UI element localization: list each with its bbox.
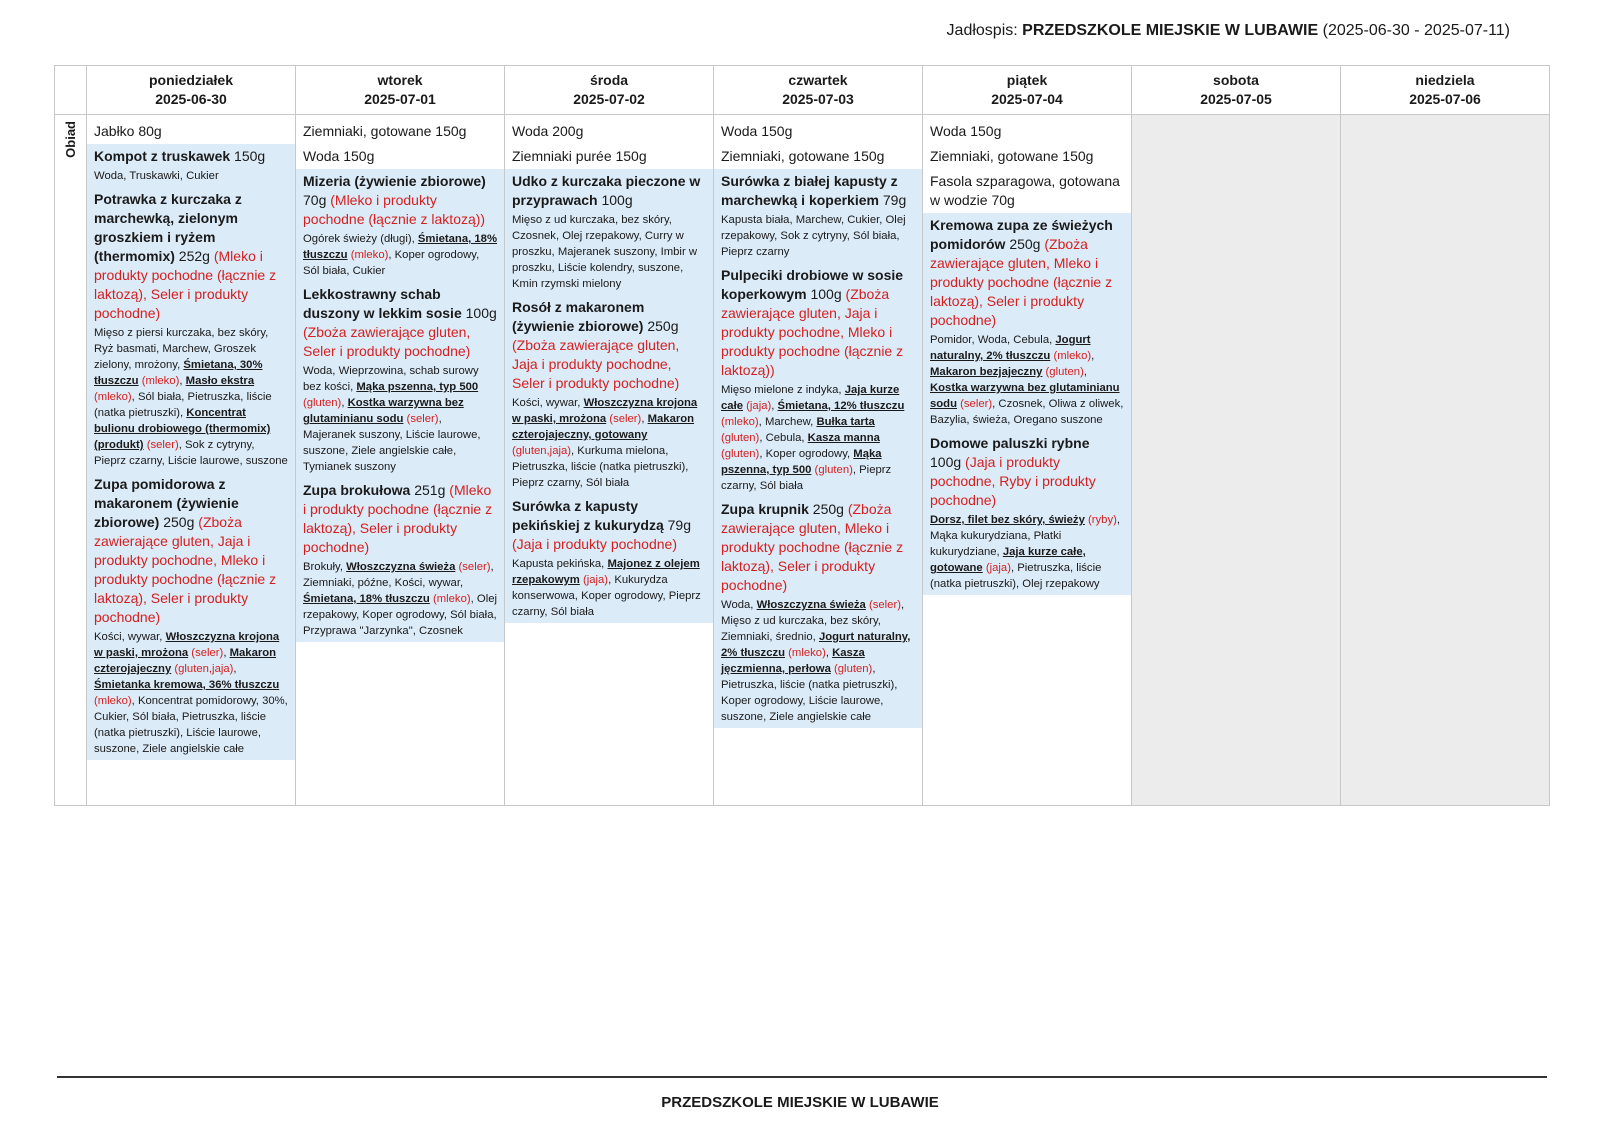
ingredient-allergen-name: Makaron czterojajeczny, gotowany xyxy=(512,413,695,441)
menu-item xyxy=(296,282,504,478)
ingredient-text: , Marchew, xyxy=(758,416,817,428)
ingredient-list xyxy=(512,556,706,620)
menu-item xyxy=(923,431,1131,595)
ingredient-allergen-tag: (jaja) xyxy=(982,562,1011,574)
meal-label-cell xyxy=(55,115,87,806)
ingredient-allergen-tag: (gluten) xyxy=(830,663,873,675)
dish-allergens: (Jaja i produkty pochodne, Ryby i produkty pochodne) xyxy=(930,454,1096,508)
ingredient-text: Mięso z ud kurczaka, bez skóry, Czosnek, Olej rzepakowy, Curry w proszku, Majeranek suszony, Imbir w proszku, Liście kolendry, suszone, Kmin rzymski mielony xyxy=(512,214,697,290)
day-name: środa xyxy=(589,72,629,88)
dish-portion: 100g xyxy=(461,305,497,321)
ingredient-list xyxy=(94,168,288,184)
ingredient-text: , xyxy=(771,400,778,412)
menu-item xyxy=(714,497,922,728)
ingredient-allergen-tag: (seler) xyxy=(143,439,179,451)
menu-item xyxy=(714,169,922,263)
menu-item xyxy=(296,169,504,282)
dish-allergens: (Zboża zawierające gluten, Jaja i produkty pochodne, Mleko i produkty pochodne (łącznie z laktozą), Seler i produkty pochodne) xyxy=(94,514,277,625)
title-prefix: Jadłospis: xyxy=(946,22,1018,39)
title-school: PRZEDSZKOLE MIEJSKIE W LUBAWIE xyxy=(1022,22,1319,39)
menu-item xyxy=(296,119,504,144)
dish-name: Woda 150g xyxy=(303,148,375,164)
ingredient-text: , Pieprz czarny, Sól biała xyxy=(721,464,892,492)
menu-item xyxy=(296,478,504,642)
dish-name: Ziemniaki, gotowane 150g xyxy=(721,148,885,164)
day-date: 2025-07-03 xyxy=(782,91,854,107)
ingredient-allergen-name: Dorsz, filet bez skóry, świeży xyxy=(930,514,1085,526)
menu-item xyxy=(923,144,1131,169)
dish-name: Zupa brokułowa xyxy=(303,482,411,498)
day-header xyxy=(1341,66,1550,115)
dish-allergens: (Zboża zawierające gluten, Mleko i produkty pochodne (łącznie z laktozą), Seler i produkty pochodne) xyxy=(930,236,1113,328)
ingredient-text: , Pietruszka, liście (natka pietruszki), Olej rzepakowy xyxy=(930,562,1102,590)
ingredient-text: , Ziemniaki, późne, Kości, wywar, xyxy=(303,561,494,589)
ingredient-allergen-tag: (seler) xyxy=(606,413,642,425)
ingredient-text: , xyxy=(223,647,230,659)
ingredient-text: , Kurkuma mielona, Pietruszka, liście (natka pietruszki), Pieprz czarny, Sól biała xyxy=(512,445,689,489)
ingredient-list xyxy=(721,382,915,494)
ingredient-allergen-tag: (mleko) xyxy=(347,249,389,261)
dish-name: Kremowa zupa ze świeżych pomidorów xyxy=(930,217,1113,252)
dish-name: Fasola szparagowa, gotowana w wodzie 70g xyxy=(930,173,1120,208)
dish-name: Zupa krupnik xyxy=(721,501,809,517)
ingredient-text: , Majeranek suszony, Liście laurowe, suszone, Ziele angielskie całe, Tymianek suszony xyxy=(303,413,481,473)
meal-label: Obiad xyxy=(63,121,78,158)
dish-allergens: (Zboża zawierające gluten, Mleko i produkty pochodne (łącznie z laktozą), Seler i produkty pochodne) xyxy=(721,501,904,593)
day-header xyxy=(87,66,296,115)
day-header xyxy=(296,66,505,115)
menu-item xyxy=(923,119,1131,144)
ingredient-text: , Sok z cytryny, Pieprz czarny, Liście laurowe, suszone xyxy=(94,439,288,467)
dish-portion: 252g xyxy=(174,248,210,264)
dish-portion: 150g xyxy=(230,148,266,164)
day-cell xyxy=(87,115,296,806)
ingredient-text: , Mięso z ud kurczaka, bez skóry, Ziemniaki, średnio, xyxy=(721,599,905,643)
menu-item-list xyxy=(923,115,1131,595)
dish-name: Lekkostrawny schab duszony w lekkim sosie xyxy=(303,286,462,321)
ingredient-allergen-tag: (mleko) xyxy=(785,647,826,659)
footer-divider xyxy=(57,1076,1547,1078)
menu-item-list xyxy=(714,115,922,728)
ingredient-allergen-name: Śmietana, 18% tłuszczu xyxy=(303,233,498,261)
ingredient-allergen-tag: (mleko) xyxy=(721,416,759,428)
ingredient-text: , Mąka kukurydziana, Płatki kukurydziane, xyxy=(930,514,1121,558)
dish-portion: 79g xyxy=(663,517,691,533)
ingredient-allergen-tag: (gluten) xyxy=(721,432,760,444)
dish-name: Potrawka z kurczaka z marchewką, zielonym groszkiem i ryżem (thermomix) xyxy=(94,191,242,264)
dish-name: Kompot z truskawek xyxy=(94,148,231,164)
dish-portion: 79g xyxy=(878,192,907,208)
ingredient-text: , Koper ogrodowy, Sól biała, Cukier xyxy=(303,249,480,277)
day-cell xyxy=(714,115,923,806)
dish-name: Jabłko 80g xyxy=(94,123,162,139)
menu-item xyxy=(87,119,295,144)
ingredient-list xyxy=(94,325,288,469)
ingredient-allergen-tag: (jaja) xyxy=(743,400,772,412)
dish-name: Zupa pomidorowa z makaronem (żywienie zbiorowe) xyxy=(94,476,239,530)
day-name: niedziela xyxy=(1415,72,1475,88)
day-header xyxy=(505,66,714,115)
ingredient-allergen-name: Śmietanka kremowa, 36% tłuszczu xyxy=(94,679,280,691)
dish-portion: 250g xyxy=(159,514,195,530)
menu-item xyxy=(505,119,713,144)
ingredient-text: Kapusta pekińska, xyxy=(512,558,608,570)
menu-item xyxy=(923,213,1131,431)
menu-item-list xyxy=(505,115,713,623)
ingredient-allergen-name: Jogurt naturalny, 2% tłuszczu xyxy=(721,631,911,659)
ingredient-allergen-tag: (gluten) xyxy=(721,448,760,460)
dish-allergens: (Zboża zawierające gluten, Jaja i produkty pochodne, Mleko i produkty pochodne (łącznie z laktozą)) xyxy=(721,286,904,378)
menu-item xyxy=(87,144,295,187)
day-header-row xyxy=(55,66,1550,115)
ingredient-text: , Kukurydza konserwowa, Koper ogrodowy, Pieprz czarny, Sól biała xyxy=(512,574,701,618)
day-name: poniedziałek xyxy=(148,72,234,88)
dish-name: Pulpeciki drobiowe w sosie koperkowym xyxy=(721,267,904,302)
day-name: wtorek xyxy=(377,72,423,88)
ingredient-text: , xyxy=(341,397,348,409)
ingredient-allergen-tag: (gluten) xyxy=(1042,366,1084,378)
ingredient-allergen-tag: (mleko) xyxy=(1050,350,1092,362)
ingredient-allergen-tag: (gluten) xyxy=(303,397,342,409)
ingredient-list xyxy=(512,395,706,491)
dish-portion: 251g xyxy=(410,482,446,498)
ingredient-allergen-name: Kostka warzywna bez glutaminianu sodu xyxy=(303,397,464,425)
ingredient-allergen-tag: (gluten,jaja) xyxy=(512,445,572,457)
ingredient-allergen-name: Śmietana, 18% tłuszczu xyxy=(303,593,430,605)
ingredient-text: Kości, wywar, xyxy=(512,397,584,409)
ingredient-text: , Sól biała, Pietruszka, liście (natka pietruszki), xyxy=(94,391,272,419)
dish-name: Mizeria (żywienie zbiorowe) xyxy=(303,173,486,189)
dish-portion: 250g xyxy=(808,501,844,517)
ingredient-allergen-name: Mąka pszenna, typ 500 xyxy=(721,448,882,476)
menu-item xyxy=(714,144,922,169)
ingredient-allergen-name: Włoszczyzna krojona w paski, mrożona xyxy=(512,397,698,425)
ingredient-allergen-name: Mąka pszenna, typ 500 xyxy=(356,381,479,393)
ingredient-allergen-name: Kostka warzywna bez glutaminianu sodu xyxy=(930,382,1120,410)
ingredient-text: , xyxy=(233,663,237,675)
meal-row-obiad xyxy=(55,115,1550,806)
menu-item xyxy=(505,169,713,295)
day-date: 2025-07-04 xyxy=(991,91,1063,107)
ingredient-allergen-tag: (ryby) xyxy=(1084,514,1117,526)
day-cell xyxy=(1341,115,1550,806)
dish-allergens: (Jaja i produkty pochodne) xyxy=(512,536,677,552)
dish-allergens: (Mleko i produkty pochodne (łącznie z laktozą), Seler i produkty pochodne) xyxy=(94,248,277,321)
day-header xyxy=(1132,66,1341,115)
dish-name: Woda 200g xyxy=(512,123,584,139)
ingredient-text: , Olej rzepakowy, Koper ogrodowy, Sól biała, Przyprawa "Jarzynka", Czosnek xyxy=(303,593,497,637)
ingredient-allergen-tag: (seler) xyxy=(865,599,901,611)
ingredient-text: Kapusta biała, Marchew, Cukier, Olej rzepakowy, Sok z cytryny, Sól biała, Pieprz czarny xyxy=(721,214,906,258)
menu-item-list xyxy=(296,115,504,642)
ingredient-allergen-name: Jaja kurze całe, gotowane xyxy=(930,546,1086,574)
day-name: czwartek xyxy=(788,72,848,88)
ingredient-allergen-name: Śmietana, 30% tłuszczu xyxy=(94,359,263,387)
ingredient-text: Woda, Wieprzowina, schab surowy bez kości, xyxy=(303,365,479,393)
ingredient-text: , xyxy=(1083,366,1087,378)
day-date: 2025-07-05 xyxy=(1200,91,1272,107)
menu-item xyxy=(505,494,713,623)
ingredient-list xyxy=(930,512,1124,592)
dish-name: Woda 150g xyxy=(721,123,793,139)
dish-portion: 100g xyxy=(806,286,842,302)
ingredient-allergen-tag: (seler) xyxy=(403,413,439,425)
ingredient-text: Pomidor, Woda, Cebula, xyxy=(930,334,1056,346)
ingredient-allergen-name: Włoszczyzna krojona w paski, mrożona xyxy=(94,631,280,659)
menu-item xyxy=(505,295,713,494)
dish-portion: 70g xyxy=(303,192,327,208)
day-date: 2025-07-06 xyxy=(1409,91,1481,107)
ingredient-text: Brokuły, xyxy=(303,561,347,573)
ingredient-list xyxy=(303,559,497,639)
ingredient-text: , xyxy=(179,375,186,387)
ingredient-allergen-name: Śmietana, 12% tłuszczu xyxy=(777,400,905,412)
ingredient-allergen-tag: (seler) xyxy=(188,647,224,659)
dish-portion: 250g xyxy=(643,318,679,334)
ingredient-allergen-name: Kasza manna xyxy=(807,432,880,444)
menu-item xyxy=(296,144,504,169)
ingredient-list xyxy=(721,212,915,260)
footer-school-name: PRZEDSZKOLE MIEJSKIE W LUBAWIE xyxy=(661,1094,939,1111)
day-name: sobota xyxy=(1213,72,1259,88)
ingredient-allergen-name: Makaron czterojajeczny xyxy=(94,647,277,675)
dish-name: Ziemniaki, gotowane 150g xyxy=(930,148,1094,164)
dish-allergens: (Zboża zawierające gluten, Seler i produkty pochodne) xyxy=(303,324,471,359)
ingredient-allergen-name: Kasza jęczmienna, perłowa xyxy=(721,647,865,675)
corner-cell xyxy=(55,66,87,115)
day-header xyxy=(714,66,923,115)
ingredient-allergen-name: Makaron bezjajeczny xyxy=(930,366,1043,378)
ingredient-allergen-name: Włoszczyzna świeża xyxy=(756,599,866,611)
menu-table xyxy=(54,65,1550,806)
dish-name: Udko z kurczaka pieczone w przyprawach xyxy=(512,173,701,208)
dish-name: Rosół z makaronem (żywienie zbiorowe) xyxy=(512,299,645,334)
menu-item xyxy=(87,187,295,472)
ingredient-text: , Koper ogrodowy, xyxy=(759,448,854,460)
ingredient-allergen-name: Jogurt naturalny, 2% tłuszczu xyxy=(930,334,1091,362)
dish-portion: 100g xyxy=(597,192,633,208)
day-cell xyxy=(1132,115,1341,806)
ingredient-allergen-tag: (gluten) xyxy=(811,464,853,476)
ingredient-text: , xyxy=(825,647,833,659)
ingredient-text: , Koncentrat pomidorowy, 30%, Cukier, Sól biała, Pietruszka, liście (natka pietruszki), Liście laurowe, suszone, Ziele angielskie całe xyxy=(94,695,288,755)
ingredient-allergen-name: Bułka tarta xyxy=(816,416,875,428)
day-cell xyxy=(296,115,505,806)
ingredient-list xyxy=(94,629,288,757)
day-date: 2025-06-30 xyxy=(155,91,227,107)
ingredient-allergen-tag: (mleko) xyxy=(94,695,132,707)
dish-name: Domowe paluszki rybne xyxy=(930,435,1090,451)
ingredient-list xyxy=(512,212,706,292)
menu-item-list xyxy=(87,115,295,760)
day-name: piątek xyxy=(1006,72,1048,88)
ingredient-allergen-name: Jaja kurze całe xyxy=(721,384,900,412)
ingredient-allergen-name: Masło ekstra xyxy=(185,375,255,387)
ingredient-list xyxy=(930,332,1124,428)
ingredient-text: Mięso z piersi kurczaka, bez skóry, Ryż basmati, Marchew, Groszek zielony, mrożony, xyxy=(94,327,269,371)
day-cell xyxy=(923,115,1132,806)
ingredient-allergen-tag: (jaja) xyxy=(579,574,609,586)
ingredient-allergen-name: Majonez z olejem rzepakowym xyxy=(512,558,700,586)
ingredient-text: Woda, Truskawki, Cukier xyxy=(94,170,219,182)
ingredient-allergen-tag: (gluten,jaja) xyxy=(171,663,234,675)
menu-item xyxy=(87,472,295,760)
ingredient-allergen-name: Koncentrat bulionu drobiowego (thermomix) (produkt) xyxy=(94,407,271,451)
ingredient-list xyxy=(721,597,915,725)
title-date-range: (2025-06-30 - 2025-07-11) xyxy=(1322,22,1510,39)
dish-name: Woda 150g xyxy=(930,123,1002,139)
ingredient-list xyxy=(303,231,497,279)
day-cell xyxy=(505,115,714,806)
ingredient-allergen-tag: (mleko) xyxy=(429,593,471,605)
dish-name: Ziemniaki purée 150g xyxy=(512,148,647,164)
ingredient-text: , xyxy=(1091,350,1095,362)
dish-name: Surówka z białej kapusty z marchewką i koperkiem xyxy=(721,173,898,208)
ingredient-text: Woda, xyxy=(721,599,757,611)
day-date: 2025-07-02 xyxy=(573,91,645,107)
dish-allergens: (Mleko i produkty pochodne (łącznie z laktozą)) xyxy=(303,192,486,227)
ingredient-text: , Cebula, xyxy=(759,432,808,444)
menu-item xyxy=(923,169,1131,213)
ingredient-text: , Pietruszka, liście (natka pietruszki), Koper ogrodowy, Liście laurowe, suszone, Ziele angielskie całe xyxy=(721,663,898,723)
ingredient-list xyxy=(303,363,497,475)
dish-name: Surówka z kapusty pekińskiej z kukurydzą xyxy=(512,498,664,533)
dish-allergens: (Mleko i produkty pochodne (łącznie z laktozą), Seler i produkty pochodne) xyxy=(303,482,493,555)
dish-name: Ziemniaki, gotowane 150g xyxy=(303,123,467,139)
ingredient-allergen-tag: (mleko) xyxy=(138,375,180,387)
menu-item xyxy=(714,119,922,144)
ingredient-text: Ogórek świeży (długi), xyxy=(303,233,418,245)
menu-item xyxy=(505,144,713,169)
ingredient-allergen-tag: (seler) xyxy=(455,561,491,573)
ingredient-text: Mięso mielone z indyka, xyxy=(721,384,845,396)
ingredient-allergen-name: Włoszczyzna świeża xyxy=(346,561,456,573)
dish-allergens: (Zboża zawierające gluten, Jaja i produkty pochodne, Seler i produkty pochodne) xyxy=(512,337,680,391)
document-title xyxy=(947,22,1510,40)
ingredient-text: , Czosnek, Oliwa z oliwek, Bazylia, świeża, Oregano suszone xyxy=(930,398,1124,426)
day-header xyxy=(923,66,1132,115)
menu-item xyxy=(714,263,922,497)
ingredient-allergen-tag: (mleko) xyxy=(94,391,132,403)
ingredient-text: , xyxy=(641,413,648,425)
ingredient-text: Kości, wywar, xyxy=(94,631,166,643)
dish-portion: 250g xyxy=(1005,236,1041,252)
dish-portion: 100g xyxy=(930,454,962,470)
ingredient-allergen-tag: (seler) xyxy=(957,398,993,410)
day-date: 2025-07-01 xyxy=(364,91,436,107)
